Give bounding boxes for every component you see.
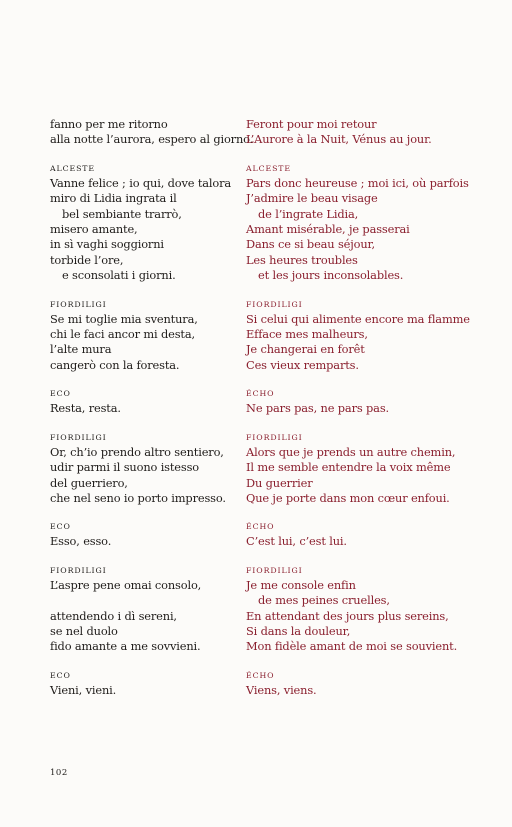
stanza-gap — [50, 593, 240, 608]
verse-block-eco — [50, 388, 240, 416]
verse-block-echo — [246, 521, 496, 549]
verse-line: Je changerai en forêt — [246, 342, 365, 357]
opening-lines — [50, 117, 254, 148]
verse-line: Vanne felice ; io qui, dove talora — [50, 175, 232, 190]
verse-line: Efface mes malheurs, — [246, 327, 368, 342]
italian-column — [50, 117, 254, 713]
verse-line: Vieni, vieni. — [50, 682, 117, 697]
verse-line: miro di Lidia ingrata il — [50, 191, 177, 206]
speaker-name: ÉCHO — [246, 522, 275, 532]
page-number: 102 — [50, 768, 68, 778]
verse-line: e sconsolati i giorni. — [62, 268, 176, 283]
verse-line: alla notte l’aurora, espero al giorno. — [50, 132, 254, 147]
verse-line: J’admire le beau visage — [246, 191, 378, 206]
opening-lines — [246, 117, 496, 148]
verse-line: Feront pour moi retour — [246, 117, 377, 131]
verse-line: misero amante, — [50, 222, 138, 237]
speaker-name: FIORDILIGI — [50, 432, 107, 442]
verse-line: et les jours inconsolables. — [258, 268, 404, 283]
verse-line: fanno per me ritorno — [50, 117, 168, 131]
verse-line: l’alte mura — [50, 342, 112, 357]
speaker-name: FIORDILIGI — [246, 432, 303, 442]
speaker-name: ECO — [50, 522, 71, 532]
speaker-name: FIORDILIGI — [246, 299, 303, 309]
verse-line: C’est lui, c’est lui. — [246, 534, 347, 549]
verse-line: Si celui qui alimente encore ma flamme — [246, 311, 470, 326]
verse-line: Dans ce si beau séjour, — [246, 237, 376, 252]
verse-line: in sì vaghi soggiorni — [50, 237, 164, 252]
speaker-name: FIORDILIGI — [50, 299, 107, 309]
verse-line: attendendo i dì sereni, — [50, 608, 177, 623]
speaker-name: ALCESTE — [246, 163, 291, 173]
verse-line: Que je porte dans mon cœur enfoui. — [246, 490, 450, 505]
verse-line: torbide l’ore, — [50, 252, 124, 267]
verse-line: Or, ch’io prendo altro sentiero, — [50, 444, 224, 459]
verse-line: Viens, viens. — [246, 682, 317, 697]
verse-line: Esso, esso. — [50, 534, 112, 549]
verse-line: Si dans la douleur, — [246, 623, 351, 638]
verse-line: che nel seno io porto impresso. — [50, 490, 226, 505]
verse-block-eco — [50, 670, 240, 698]
verse-line: Pars donc heureuse ; moi ici, où parfois — [246, 175, 469, 190]
verse-line: de mes peines cruelles, — [258, 593, 390, 608]
verse-block-echo — [246, 388, 496, 416]
verse-line: Se mi toglie mia sventura, — [50, 311, 198, 326]
verse-block-fiordiligi — [246, 565, 496, 655]
verse-line: L’aspre pene omai consolo, — [50, 577, 202, 592]
verse-line: se nel duolo — [50, 623, 118, 638]
verse-block-fiordiligi — [50, 299, 240, 374]
french-column — [246, 117, 496, 713]
verse-line: bel sembiante trarrò, — [62, 206, 182, 221]
verse-line: Amant misérable, je passerai — [246, 222, 410, 237]
speaker-name: FIORDILIGI — [50, 565, 107, 575]
verse-line: del guerriero, — [50, 475, 128, 490]
verse-line: udir parmi il suono istesso — [50, 460, 199, 475]
verse-line: Je me console enfin — [246, 577, 356, 592]
verse-line: de l’ingrate Lidia, — [258, 206, 359, 221]
speaker-name: ÉCHO — [246, 389, 275, 399]
verse-line: fido amante a me sovvieni. — [50, 639, 201, 654]
verse-line: Resta, resta. — [50, 401, 121, 416]
speaker-name: ECO — [50, 389, 71, 399]
verse-line: chi le faci ancor mi desta, — [50, 327, 195, 342]
verse-line: Les heures troubles — [246, 252, 358, 267]
verse-block-fiordiligi — [246, 432, 496, 507]
verse-block-fiordiligi — [246, 299, 496, 374]
verse-line: L’Aurore à la Nuit, Vénus au jour. — [246, 132, 432, 147]
verse-line: En attendant des jours plus sereins, — [246, 608, 449, 623]
verse-block-echo — [246, 670, 496, 698]
verse-block-alceste — [246, 163, 496, 284]
verse-block-fiordiligi — [50, 565, 240, 655]
verse-line: cangerò con la foresta. — [50, 357, 180, 372]
verse-block-alceste — [50, 163, 240, 284]
speaker-name: ÉCHO — [246, 670, 275, 680]
verse-block-fiordiligi — [50, 432, 240, 507]
verse-line: Du guerrier — [246, 475, 313, 490]
verse-line: Il me semble entendre la voix même — [246, 460, 451, 475]
verse-line: Ne pars pas, ne pars pas. — [246, 401, 389, 416]
speaker-name: FIORDILIGI — [246, 565, 303, 575]
verse-line: Ces vieux remparts. — [246, 357, 359, 372]
verse-block-eco — [50, 521, 240, 549]
speaker-name: ECO — [50, 670, 71, 680]
speaker-name: ALCESTE — [50, 163, 95, 173]
verse-line: Alors que je prends un autre chemin, — [246, 444, 456, 459]
verse-line: Mon fidèle amant de moi se souvient. — [246, 639, 458, 654]
